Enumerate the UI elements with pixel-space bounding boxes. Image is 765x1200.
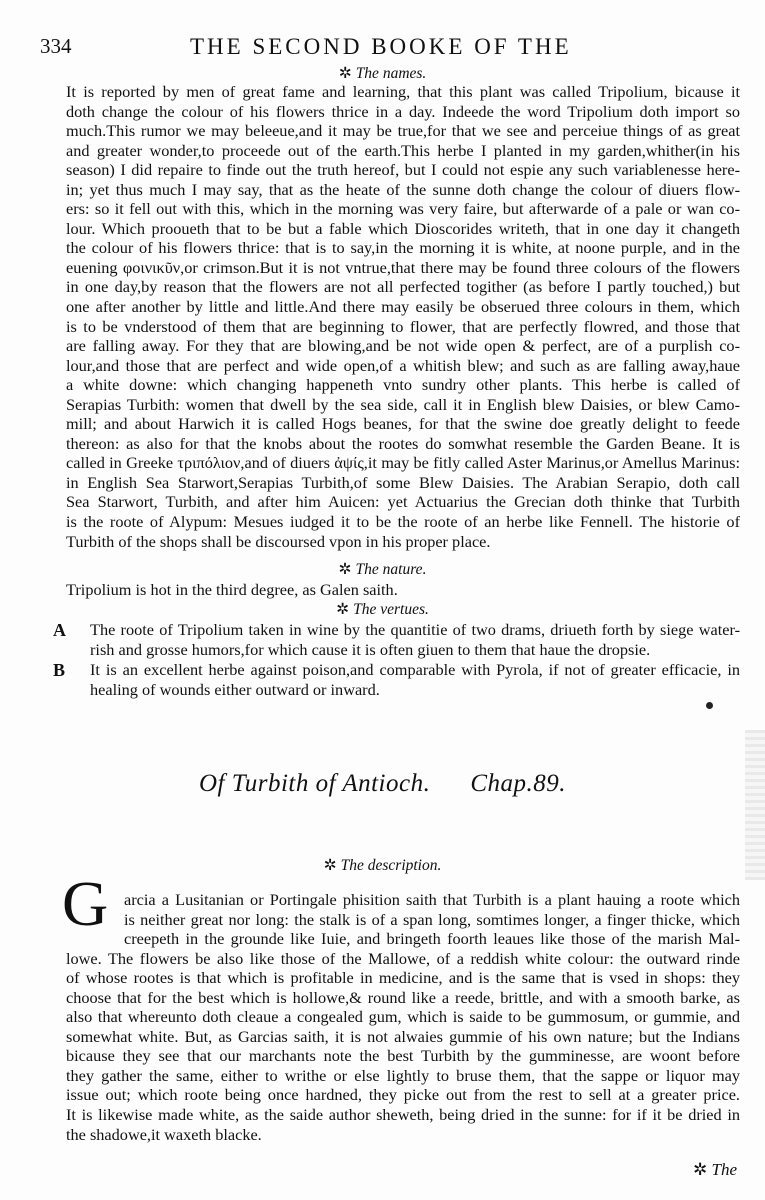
text-line: also that whereunto doth cleaue a congealed gum, which is saide to be gummosum, or gummie, and: [66, 1007, 740, 1027]
text-line: ers: so it fell out with this, which in the morning was very faire, but afterwarde of a pale or wan co-: [66, 199, 740, 219]
text-line: doth change the colour of his flowers thrice in a day. Indeede the word Tripolium doth import so: [66, 101, 740, 121]
text-line: lowe. The flowers be also like those of the Mallowe, of a reddish white colour: the outward rinde: [66, 948, 740, 968]
asterism-icon: ✲: [338, 561, 352, 578]
text-line: creepeth in the grounde like Iuie, and bringeth foorth leaues like those of the marish Mal-: [124, 929, 740, 949]
text-line: of whose rootes is that which is profitable in medicine, and is the same that is vsed in shops: they: [66, 968, 740, 988]
running-title: THE SECOND BOOKE OF THE: [190, 34, 572, 59]
names-paragraph: [66, 82, 740, 551]
text-line: It is likewise made white, as the saide author sheweth, being dried in the sunne: for if it be dried in: [66, 1105, 740, 1125]
chapter-number: Chap.89.: [470, 770, 567, 797]
catchword: ✲ The: [693, 1160, 737, 1179]
running-head: [40, 34, 685, 62]
chapter-heading: [0, 770, 765, 798]
text-line: choose that for the best which is hollowe,& round like a reede, brittle, and with a smooth barke, as: [66, 987, 740, 1007]
text-line: lour. Which prooueth that to be but a fable which Dioscorides writeth, that in one day it changeth: [66, 218, 740, 238]
text-line: in English Sea Starwort,Serapias Turbith,of some Blew Daisies. The Arabian Serapio, doth call: [66, 472, 740, 492]
text-line: euening φοινικῦν,or crimson.But it is not vntrue,that there may be found three colours of the flowers: [66, 257, 740, 277]
text-line: lour,and those that are perfect and wide open,of a whitish blew; and such as are falling away,haue: [66, 355, 740, 375]
text-line: much.This rumor we may beleeue,and it may be true,for that we see and perceiue things of as great: [66, 121, 740, 141]
nature-heading: ✲ The nature.: [338, 561, 427, 578]
text-line: the colour of his flowers thrice: that is to say,in the morning it is white, at noone purple, and in the: [66, 238, 740, 258]
asterism-icon: ✲: [338, 65, 352, 82]
text-line: issue out; which roote being once hardned, they picke out from the rest to sell at a greater price.: [66, 1085, 740, 1105]
asterism-icon: ✲: [336, 601, 350, 618]
text-line: a white downe: which changing happeneth vnto sundry other plants. This herbe is called of: [66, 375, 740, 395]
asterism-icon: ✲: [323, 857, 337, 874]
text-line: Turbith of the shops shall be discoursed vpon in his proper place.: [66, 531, 491, 551]
text-line: are falling away. For they that are blowing,and be not wide open & perfect, are of a purplish co-: [66, 336, 740, 356]
chapter-title: Of Turbith of Antioch.: [198, 770, 431, 797]
text-line: and greater wonder,to proceede out of the earth.This herbe I planted in my garden,whither(in his: [66, 140, 740, 160]
description-heading: ✲ The description.: [323, 857, 442, 874]
nature-paragraph: Tripolium is hot in the third degree, as Galen saith.: [66, 580, 398, 599]
vertue-marker-b: B: [53, 660, 66, 680]
asterism-icon: ✲: [693, 1160, 712, 1179]
text-line: is the roote of Alypum: Mesues iudged it to be the roote of an herbe like Fennell. The historie of: [66, 512, 740, 532]
vertue-marker-a: A: [53, 620, 66, 640]
text-line: thereon: as also for that the knobs about the rootes do somwhat resemble the Garden Beane. It is: [66, 433, 740, 453]
text-line: the shadowe,it waxeth blacke.: [66, 1124, 262, 1144]
vertue-a-paragraph: The roote of Tripolium taken in wine by the quantitie of two drams, driueth forth by siege water- rish and grosse humors,for which cause it is often giuen to them that haue the dropsie.: [90, 620, 740, 659]
text-line: in one day,by reason that the flowers are not all perfected togither (as before I partly touched,) but: [66, 277, 740, 297]
text-line: somewhat white. But, as Garcias saith, it is not alwaies gummie of his own nature; but the Indians: [66, 1026, 740, 1046]
description-paragraph: [66, 890, 740, 1144]
text-line: in; yet thus much I may say, that as the heate of the sunne doth change the colour of diuers flow-: [66, 179, 740, 199]
text-line: mill; and about Harwich it is called Hogs beanes, for that the swine doe greatly delight to feede: [66, 414, 740, 434]
drop-capital: G: [62, 868, 109, 939]
text-line: season) I did repaire to finde out the truth hereof, but I could not espie any such variablenesse here-: [66, 160, 740, 180]
page-number: 334: [40, 34, 72, 58]
text-line: called in Greeke τριπόλιον,and of diuers ἀψίς,it may be fitly called Aster Marinus,or Amellus Marinus:: [66, 453, 740, 473]
text-line: is to be vnderstood of them that are beginning to flower, that are perfectly flowred, and those that: [66, 316, 740, 336]
ink-dot: [706, 702, 713, 709]
text-line: is neither great nor long: the stalk is of a span long, somtimes longer, a finger thicke, which: [124, 909, 740, 929]
vertue-b-paragraph: It is an excellent herbe against poison,and comparable with Pyrola, if not of greater efficacie, in healing of wounds either outward or inward.: [90, 660, 740, 699]
text-line: arcia a Lusitanian or Portingale phisition saith that Turbith is a plant hauing a roote which: [124, 890, 740, 909]
text-line: bicause they see that our marchants note the best Turbith by the gumminesse, are woont before: [66, 1046, 740, 1066]
vertues-heading: ✲ The vertues.: [336, 601, 429, 618]
text-line: Sea Starwort, Turbith, and after him Auicen: yet Actuarius the Grecian doth thinke that Turbith: [66, 492, 740, 512]
text-line: they gather the same, either to writhe or else lightly to bruse them, that the sappe or liquor may: [66, 1065, 740, 1085]
text-line: Serapias Turbith: women that dwell by the sea side, call it in English blew Daisies, or blew Camo-: [66, 394, 740, 414]
text-line: It is reported by men of great fame and learning, that this plant was called Tripolium, bicause it: [66, 82, 740, 101]
text-line: one after another by little and little.And there may easily be obserued three colours in them, which: [66, 297, 740, 317]
names-heading: ✲ The names.: [338, 65, 427, 82]
